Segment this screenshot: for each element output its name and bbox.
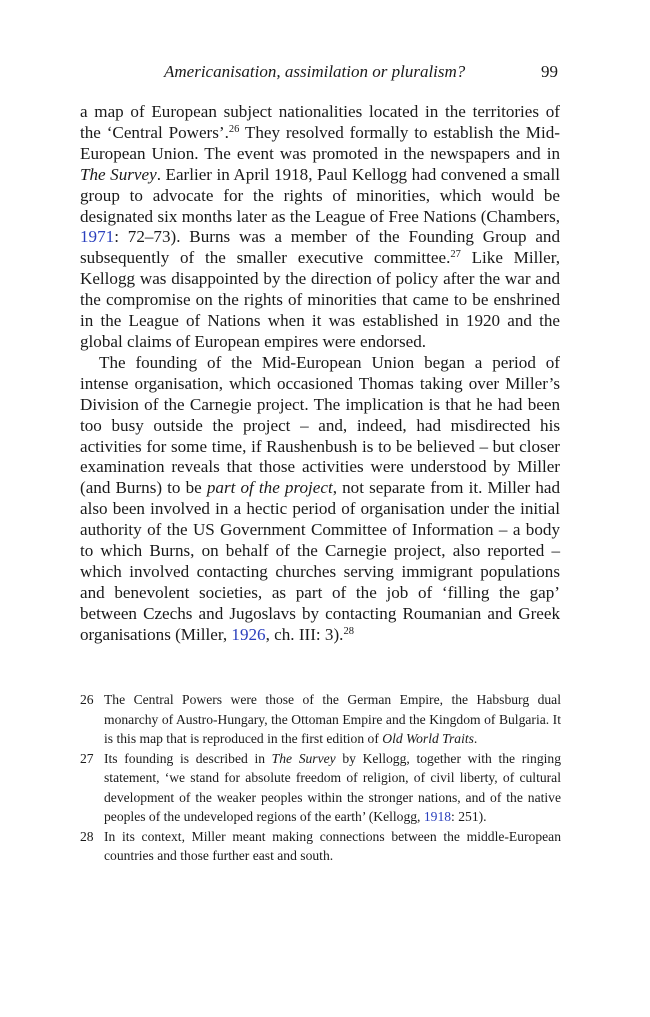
main-text bbox=[80, 102, 560, 646]
running-title: Americanisation, assimilation or pluralism? bbox=[164, 62, 466, 81]
text-run: Its founding is described in bbox=[104, 750, 272, 766]
text-run: The founding of the Mid-European Union began a period of intense organisation, which occasioned Thomas taking over Miller’s Division of the Carnegie project. The implication is that he had been too busy outside the project – and, indeed, had misdirected his activities for some time, if Raushenbush is to be believed – but closer examination reveals that those activities were understood by Miller (and Burns) to be bbox=[80, 352, 560, 498]
book-title: Old World Traits bbox=[382, 731, 474, 746]
journal-title: The Survey bbox=[80, 164, 157, 184]
footnote-number: 26 bbox=[80, 692, 94, 707]
text-run: The Central Powers were those of the German Empire, the Habsburg dual monarchy of Austro-Hungary, the Ottoman Empire and the Kingdom of Bulgaria. It is this map that is reproduced in the first edition of bbox=[104, 692, 561, 746]
footnote-ref-27[interactable]: 27 bbox=[450, 249, 461, 261]
citation-link-1926[interactable]: 1926 bbox=[231, 624, 266, 644]
journal-title: The Survey bbox=[271, 750, 336, 766]
text-run: , ch. III: 3). bbox=[265, 624, 344, 644]
text-run: a map of European subject nationalities located in the territories of the ‘Central Powers’. bbox=[80, 102, 560, 142]
footnote-ref-28[interactable]: 28 bbox=[343, 625, 354, 637]
paragraph-1 bbox=[80, 102, 560, 353]
text-run: They resolved formally to establish the Mid-European Union. The event was promoted in the newspapers and in bbox=[80, 122, 560, 163]
footnote-26 bbox=[80, 690, 561, 749]
text-run: . Earlier in April 1918, Paul Kellogg had convened a small group to advocate for the rights of minorities, which would be designated six months later as the League of Free Nations (Chambers, bbox=[80, 164, 560, 226]
citation-link-1971[interactable]: 1971 bbox=[80, 227, 115, 247]
footnote-ref-26[interactable]: 26 bbox=[228, 123, 240, 135]
text-run: In its context, Miller meant making connections between the middle-European countries and those further east and south. bbox=[104, 828, 561, 863]
footnote-number: 28 bbox=[80, 828, 94, 844]
page-number: 99 bbox=[541, 62, 558, 81]
footnotes bbox=[80, 690, 561, 866]
paragraph-2 bbox=[80, 353, 560, 646]
text-run: Like Miller, Kellogg was disappointed by the direction of policy after the war and the compromise on the rights of minorities that came to be enshrined in the League of Nations when it was established in 1920 and the global claims of European empires were endorsed. bbox=[80, 248, 560, 351]
text-run: , not separate from it. Miller had also been involved in a hectic period of organisation under the initial authority of the US Government Committee of Information – a body to which Burns, on behalf of the Carnegie project, also reported – which involved contacting churches serving immigrant populations and benevolent societies, as part of the job of ‘filling the gap’ between Czechs and Jugoslavs by contacting Roumanian and Greek organisations (Miller, bbox=[80, 478, 561, 644]
footnote-27 bbox=[80, 749, 561, 827]
text-run: : 251). bbox=[451, 809, 487, 824]
footnote-number: 27 bbox=[80, 750, 94, 766]
text-run: : 72–73). Burns was a member of the Founding Group and subsequently of the smaller executive committee. bbox=[80, 227, 560, 268]
footnote-28 bbox=[80, 827, 561, 866]
emphasis: part of the project bbox=[206, 478, 333, 498]
running-head bbox=[0, 62, 650, 84]
text-run: . bbox=[473, 731, 478, 746]
text-run: by Kellogg, together with the ringing statement, ‘we stand for absolute freedom of religion, of civil liberty, of cultural development of the weaker peoples within the stronger nations, and of the native peoples of the undeveloped regions of the earth’ (Kellogg, bbox=[104, 750, 561, 824]
citation-link-1918[interactable]: 1918 bbox=[423, 809, 452, 824]
